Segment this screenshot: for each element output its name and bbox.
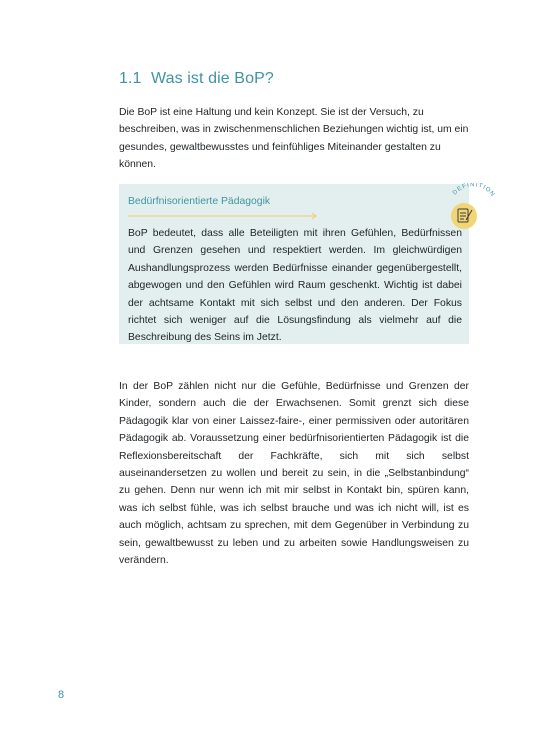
definition-badge: [441, 183, 501, 243]
section-heading: [119, 70, 274, 88]
svg-text:DEFINITION: [452, 183, 496, 198]
definition-box: [119, 184, 469, 344]
section-title: Was ist die BoP?: [151, 70, 274, 87]
badge-label: DEFINITION: [451, 183, 496, 199]
page-number: 8: [58, 689, 65, 701]
body-paragraph: In der BoP zählen nicht nur die Gefühle, Bedürfnisse und Grenzen der Kinder, sondern auch die der Erwachsenen. Somit grenzt sich diese Pädagogik klar von einer Laissez-faire-, einer permissiven oder autoritären Pädagogik ab. Voraussetzung einer bedürfnisorientierten Pädagogik ist die Reflexionsbereitschaft der Fachkräfte, sich mit sich selbst auseinandersetzen zu wollen und bereit zu sein, in die „Selbstanbindung“ zu gehen. Denn nur wenn ich mit mir selbst in Kontakt bin, spüren kann, was ich selbst fühle, was ich selbst brauche und was ich nicht will, ist es auch möglich, achtsam zu sprechen, mit dem Gegenüber in Verbindung zu sein, gewaltbewusst zu leben und zu arbeiten sowie Handlungsweisen zu verändern.: [119, 381, 469, 567]
section-number: 1.1: [119, 70, 142, 87]
arrow-right-icon: [128, 212, 320, 220]
definition-title: Bedürfnisorientierte Pädagogik: [128, 196, 271, 207]
definition-text: BoP bedeutet, dass alle Beteiligten mit ihren Gefühlen, Bedürfnissen und Grenzen gesehen und respektiert werden. Im gleichwürdigen Aushandlungsprozess werden Bedürfnisse einander gegenübergestellt, abgewogen und den Gefühlen wird Raum geschenkt. Wichtig ist dabei der achtsame Kontakt mit sich selbst und den anderen. Der Fokus richtet sich weniger auf die Lösungsfindung als vielmehr auf die Beschreibung des Seins im Jetzt.: [128, 228, 462, 344]
intro-paragraph: Die BoP ist eine Haltung und kein Konzept. Sie ist der Versuch, zu beschreiben, was in zwischenmenschlichen Beziehungen wichtig ist, um ein gesundes, gewaltbewusstes und feinfühliges Miteinander gestalten zu können.: [119, 107, 469, 171]
